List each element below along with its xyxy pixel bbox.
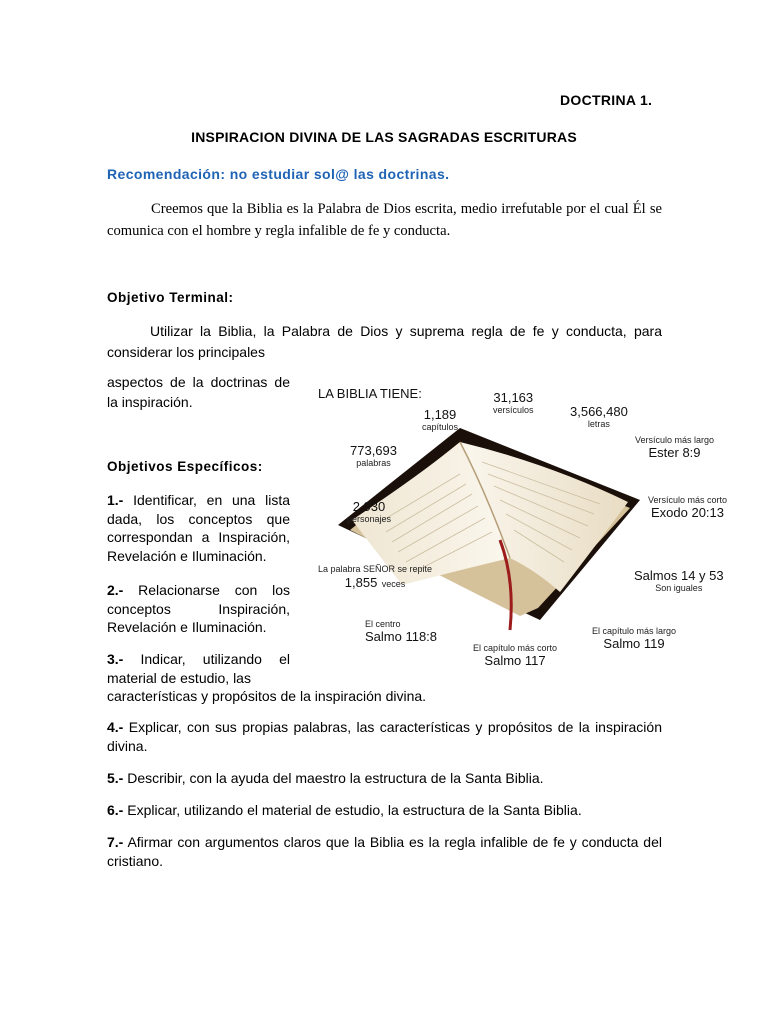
stat-unit: veces	[381, 579, 406, 589]
stat-versiculos	[493, 390, 534, 415]
item-text: Identificar, en una lista dada, los conceptos que correspondan a Inspiración, Revelación e Iluminación.	[107, 492, 290, 564]
stat-value: Salmos 14 y 53	[634, 568, 724, 583]
objetivo-terminal-line2: considerar los principales	[107, 344, 265, 360]
stat-label: Son iguales	[655, 583, 703, 593]
recommendation-text: Recomendación: no estudiar sol@ las doctrinas.	[107, 166, 450, 182]
list-item	[107, 718, 662, 755]
stat-label: La palabra SEÑOR se repite	[318, 564, 433, 574]
stat-value: 3,566,480	[570, 404, 628, 419]
doctrina-number: DOCTRINA 1.	[560, 92, 653, 108]
stat-value: 773,693	[350, 443, 397, 458]
item-text: Explicar, utilizando el material de estudio, la estructura de la Santa Biblia.	[123, 802, 582, 818]
stat-label: El capítulo más corto	[473, 643, 558, 653]
item-text: Relacionarse con los conceptos Inspiración, Revelación e Iluminación.	[107, 582, 290, 635]
list-item	[107, 833, 662, 870]
stat-label: personajes	[347, 514, 392, 524]
stat-label: El centro	[365, 619, 401, 629]
list-item	[107, 650, 290, 687]
bible-infographic	[310, 380, 730, 680]
stat-versiculo-corto	[648, 495, 727, 520]
stat-letras	[570, 404, 628, 429]
item-number: 2.-	[107, 582, 124, 598]
stat-label: Versículo más largo	[635, 435, 715, 445]
item-number: 7.-	[107, 834, 124, 850]
stat-label: palabras	[356, 458, 391, 468]
stat-value: Salmo 119	[603, 636, 665, 651]
stat-value: 1,855	[344, 575, 378, 590]
stat-versiculo-largo	[635, 435, 714, 460]
item-text: Indicar, utilizando el material de estudio, las	[107, 651, 290, 686]
stat-capitulo-corto	[473, 643, 557, 668]
list-item	[107, 801, 662, 820]
stat-capitulo-largo	[592, 626, 676, 651]
item-number: 3.-	[107, 651, 124, 667]
objetivos-especificos-heading: Objetivos Específicos:	[107, 459, 263, 474]
item-text: Describir, con la ayuda del maestro la estructura de la Santa Biblia.	[123, 770, 544, 786]
stat-label: El capítulo más largo	[592, 626, 677, 636]
list-item	[107, 581, 290, 637]
item-number: 4.-	[107, 719, 124, 735]
list-item	[107, 769, 662, 788]
stat-salmos-iguales	[634, 568, 724, 593]
stat-value: 1,189	[423, 407, 457, 422]
item-text-continuation: características y propósitos de la inspiración divina.	[107, 688, 427, 704]
objetivo-terminal-line3: aspectos de la doctrinas de la inspiración.	[107, 374, 290, 410]
stat-label: letras	[587, 419, 610, 429]
stat-label: versículos	[493, 405, 534, 415]
item-number: 5.-	[107, 770, 124, 786]
item-text: Explicar, con sus propias palabras, las características y propósitos de la inspiración divina.	[107, 719, 662, 754]
stat-value: Exodo 20:13	[651, 505, 725, 520]
stat-palabras	[350, 443, 397, 468]
objetivo-terminal-text	[107, 321, 662, 363]
stat-label: capítulos	[422, 422, 459, 432]
stat-centro	[365, 619, 437, 644]
objetivo-terminal-line1: Utilizar la Biblia, la Palabra de Dios y suprema regla de fe y conducta, para	[150, 323, 662, 339]
item-number: 1.-	[107, 492, 124, 508]
page-title: INSPIRACION DIVINA DE LAS SAGRADAS ESCRITURAS	[191, 129, 577, 145]
stat-value: Salmo 118:8	[365, 629, 438, 644]
stat-senor	[318, 564, 432, 592]
item-number: 6.-	[107, 802, 124, 818]
stat-value: Salmo 117	[484, 653, 546, 668]
list-item	[107, 491, 290, 565]
stat-capitulos	[422, 407, 458, 432]
stat-label: Versículo más corto	[648, 495, 728, 505]
objetivo-terminal-heading: Objetivo Terminal:	[107, 290, 234, 305]
item-text: Afirmar con argumentos claros que la Biblia es la regla infalible de fe y conducta del cristiano.	[107, 834, 662, 869]
stat-personajes	[347, 499, 391, 524]
creed-paragraph: Creemos que la Biblia es la Palabra de Dios escrita, medio irrefutable por el cual Él se comunica con el hombre y regla infalible de fe y conducta.	[107, 201, 662, 239]
stat-value: Ester 8:9	[648, 445, 701, 460]
stat-value: 31,163	[493, 390, 534, 405]
stat-value: 2,930	[352, 499, 386, 514]
infographic-title: LA BIBLIA TIENE:	[318, 386, 422, 401]
